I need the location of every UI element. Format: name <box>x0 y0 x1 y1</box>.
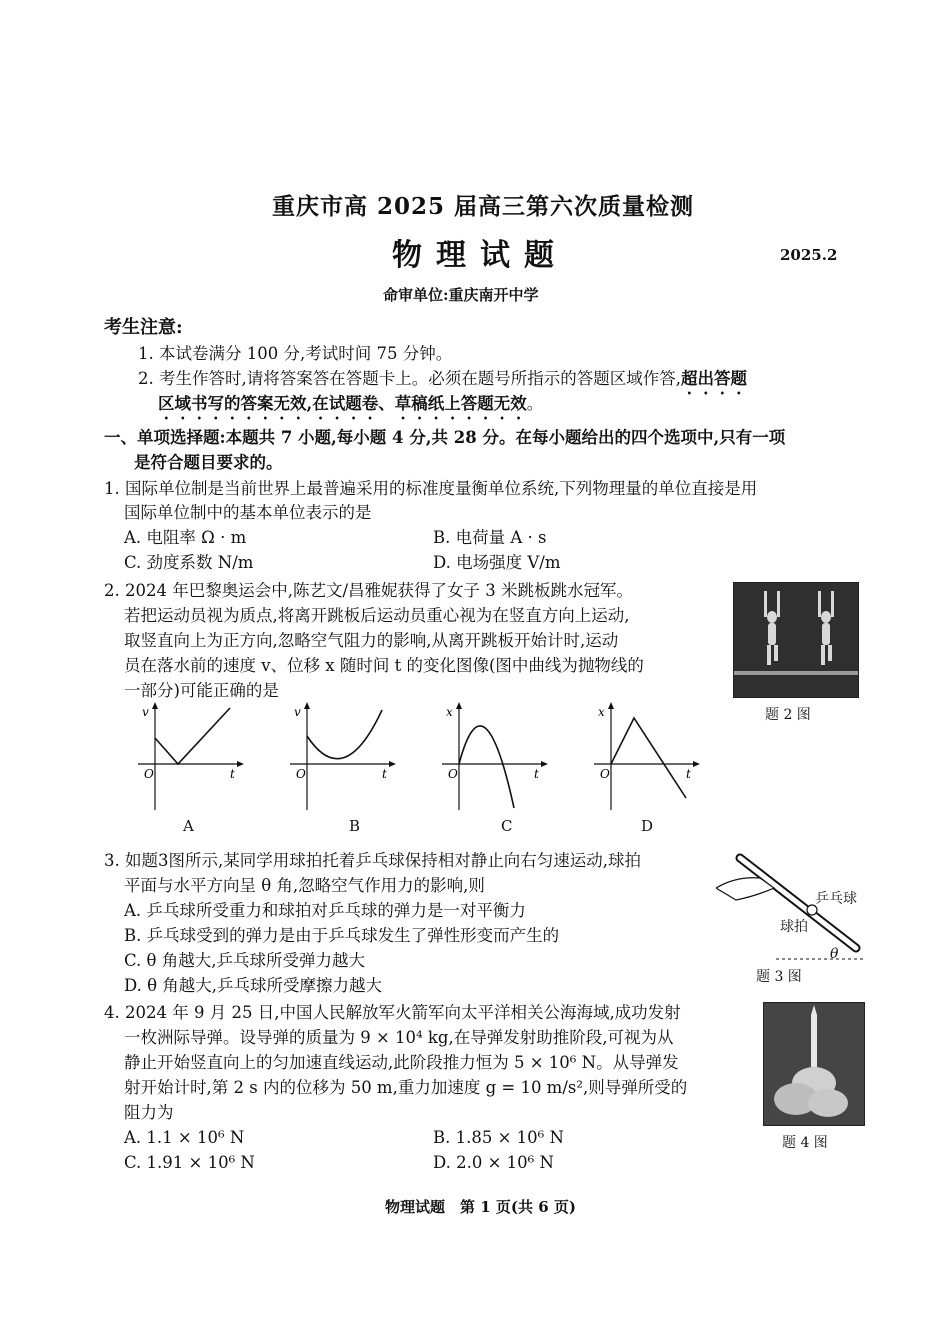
q4-line-2: 一枚洲际导弹。设导弹的质量为 9 × 10⁴ kg,在导弹发射助推阶段,可视为从 <box>124 1028 674 1047</box>
graph-c-x-arrow <box>541 761 548 767</box>
q3-option-a: A. 乒乓球所受重力和球拍对乒乓球的弹力是一对平衡力 <box>124 901 526 920</box>
graph-c-t-label: t <box>534 767 539 781</box>
graph-d-curve <box>611 718 686 798</box>
notice-item-2-text: 2. 考生作答时,请将答案答在答题卡上。必须在题号所指示的答题区域作答, <box>138 369 681 388</box>
q3-line-1: 3. 如题3图所示,某同学用球拍托着乒乓球保持相对静止向右匀速运动,球拍 <box>104 851 641 870</box>
graph-b-y-arrow <box>304 702 310 709</box>
q4-line-4: 射开始计时,第 2 s 内的位移为 50 m,重力加速度 g = 10 m/s²,则导弹所受的 <box>124 1078 688 1097</box>
section-heading-line-1: 一、单项选择题:本题共 7 小题,每小题 4 分,共 28 分。在每小题给出的四个选项中,只有一项 <box>104 428 786 447</box>
graph-d <box>586 700 706 812</box>
q2-figure-caption: 题 2 图 <box>765 707 811 723</box>
q1-option-d: D. 电场强度 V/m <box>433 553 561 572</box>
graph-c <box>434 700 554 812</box>
graph-b-curve <box>307 710 382 759</box>
graph-d-y-arrow <box>608 702 614 709</box>
graph-a-y-arrow <box>152 702 158 709</box>
missile-photo <box>763 1002 865 1126</box>
theta-label: θ <box>830 946 839 962</box>
paddle-label: 球拍 <box>780 919 808 935</box>
divers-illustration <box>734 583 858 697</box>
graph-d-y-label: x <box>598 705 605 719</box>
diving-photo <box>733 582 859 698</box>
graph-d-t-label: t <box>686 767 691 781</box>
graph-b-y-label: v <box>294 705 301 719</box>
missile-launch-illustration <box>764 1003 864 1125</box>
graph-a-y-label: v <box>142 705 149 719</box>
q4-option-d: D. 2.0 × 10⁶ N <box>433 1153 554 1172</box>
graph-d-origin: O <box>600 767 610 781</box>
graph-a-origin: O <box>144 767 154 781</box>
graph-b-t-label: t <box>382 767 387 781</box>
q3-option-b: B. 乒乓球受到的弹力是由于乒乓球发生了弹性形变而产生的 <box>124 926 560 945</box>
graph-a <box>130 700 250 812</box>
graph-a-x-arrow <box>237 761 244 767</box>
q2-line-2: 若把运动员视为质点,将离开跳板后运动员重心视为在竖直方向上运动, <box>124 606 630 625</box>
graph-d-x-arrow <box>693 761 700 767</box>
graph-b <box>282 700 402 812</box>
q4-option-b: B. 1.85 × 10⁶ N <box>433 1128 564 1147</box>
graph-c-curve <box>459 726 514 808</box>
q2-line-4: 员在落水前的速度 v、位移 x 随时间 t 的变化图像(图中曲线为抛物线的 <box>124 656 644 675</box>
section-heading-line-2: 是符合题目要求的。 <box>134 453 283 472</box>
hand-icon <box>716 878 774 900</box>
q3-figure-caption: 题 3 图 <box>756 969 802 985</box>
q1-line-2: 国际单位制中的基本单位表示的是 <box>124 503 372 522</box>
q3-line-2: 平面与水平方向呈 θ 角,忽略空气作用力的影响,则 <box>124 876 485 895</box>
q4-line-3: 静止开始竖直向上的匀加速直线运动,此阶段推力恒为 5 × 10⁶ N。从导弹发 <box>124 1053 679 1072</box>
graph-c-origin: O <box>448 767 458 781</box>
notice-item-2-end: 。 <box>526 394 544 413</box>
notice-item-2-emphasis: 超出答题 <box>680 369 747 388</box>
q4-option-a: A. 1.1 × 10⁶ N <box>124 1128 245 1147</box>
graph-c-label: C <box>501 817 513 835</box>
q4-line-1: 4. 2024 年 9 月 25 日,中国人民解放军火箭军向太平洋相关公海海域,成功发射 <box>104 1003 681 1022</box>
q4-option-c: C. 1.91 × 10⁶ N <box>124 1153 255 1172</box>
graph-b-origin: O <box>296 767 306 781</box>
q1-option-a: A. 电阻率 Ω · m <box>124 528 247 547</box>
exam-date: 2025.2 <box>780 246 838 264</box>
notice-item-1: 1. 本试卷满分 100 分,考试时间 75 分钟。 <box>138 344 453 363</box>
notice-item-2-emphasis-2: 区域书写的答案无效,在试题卷、草稿纸上答题无效 <box>158 394 527 413</box>
graph-a-curve <box>155 708 230 764</box>
q1-line-1: 1. 国际单位制是当前世界上最普遍采用的标准度量衡单位系统,下列物理量的单位直接是用 <box>104 479 758 498</box>
notice-heading: 考生注意: <box>104 317 183 338</box>
graph-b-label: B <box>349 817 361 835</box>
q2-line-1: 2. 2024 年巴黎奥运会中,陈艺文/昌雅妮获得了女子 3 米跳板跳水冠军。 <box>104 581 634 600</box>
q1-option-b: B. 电荷量 A · s <box>433 528 547 547</box>
exam-title: 重庆市高 2025 届高三第六次质量检测 <box>272 193 695 220</box>
q1-option-c: C. 劲度系数 N/m <box>124 553 254 572</box>
q3-option-c: C. θ 角越大,乒乓球所受弹力越大 <box>124 951 365 970</box>
graph-c-y-label: x <box>446 705 453 719</box>
graph-a-t-label: t <box>230 767 235 781</box>
ball-label: 乒乓球 <box>815 891 857 907</box>
q4-line-5: 阻力为 <box>124 1103 174 1122</box>
subject-title: 物理试题 <box>392 238 568 273</box>
q2-line-3: 取竖直向上为正方向,忽略空气阻力的影响,从离开跳板开始计时,运动 <box>124 631 619 650</box>
graph-c-y-arrow <box>456 702 462 709</box>
graph-b-x-arrow <box>389 761 396 767</box>
q2-line-5: 一部分)可能正确的是 <box>124 681 279 700</box>
q3-option-d: D. θ 角越大,乒乓球所受摩擦力越大 <box>124 976 383 995</box>
graph-a-label: A <box>183 817 194 835</box>
notice-item-2-line-2 <box>158 393 543 423</box>
q4-figure-caption: 题 4 图 <box>782 1135 828 1151</box>
page-footer: 物理试题 第 1 页(共 6 页) <box>385 1198 576 1216</box>
graph-d-label: D <box>641 817 654 835</box>
setter-line: 命审单位:重庆南开中学 <box>383 286 539 304</box>
